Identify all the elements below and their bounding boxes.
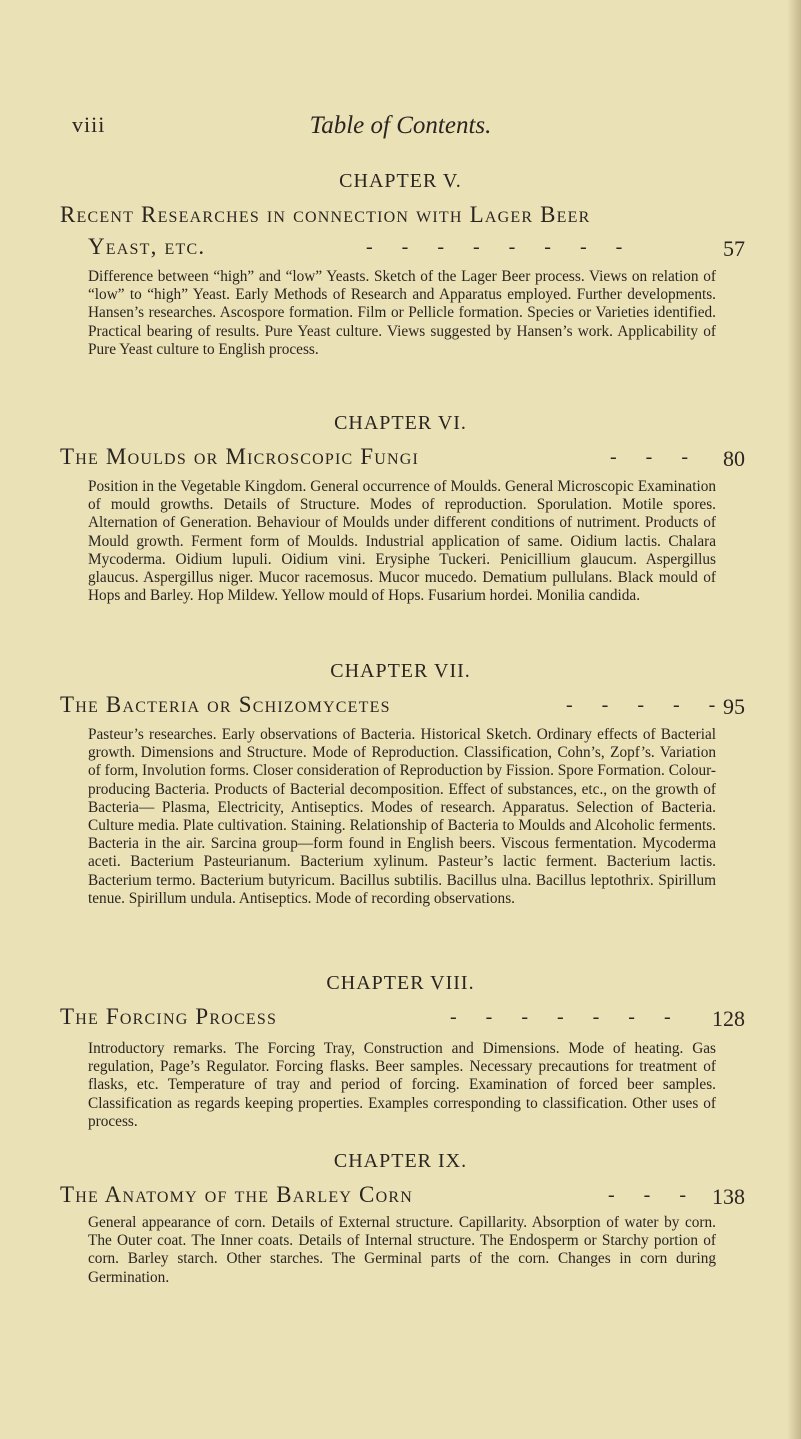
chapter-summary: Difference between “high” and “low” Yeasts. Sketch of the Lager Beer process. Views on relation of “low” to “high” Yeast. Early Methods of Research and Apparatus employed. Further developments. Hansen’s researches. Ascospore formation. Film or Pellicle formation. Species or Varieties identified. Practical bearing of results. Pure Yeast culture. Views suggested by Hansen’s work. Applicability of Pure Yeast culture to English process.	[88, 268, 716, 358]
dot-leaders: - - - - -	[566, 694, 728, 716]
page-edge-shadow	[787, 0, 801, 1439]
chapter-page-number: 80	[723, 446, 745, 471]
running-head	[0, 112, 801, 142]
dot-leaders: - - - - - - - -	[366, 236, 635, 258]
chapter-title-line2: Yeast, etc.	[88, 234, 206, 259]
chapter-title-line1: The Anatomy of the Barley Corn	[60, 1182, 413, 1207]
chapter-title-line1: Recent Researches in connection with Lager Beer	[60, 202, 591, 227]
page-number: viii	[72, 112, 106, 137]
chapter-heading: CHAPTER V.	[339, 170, 462, 192]
dot-leaders: - - -	[610, 446, 700, 468]
chapter-title-line1: The Bacteria or Schizomycetes	[60, 692, 391, 717]
chapter-heading: CHAPTER VII.	[330, 660, 471, 682]
chapter-summary: Position in the Vegetable Kingdom. General occurrence of Moulds. General Microscopic Examination of mould growths. Details of Structure. Modes of reproduction. Sporulation. Motile spores. Alternation of Generation. Behaviour of Moulds under different conditions of nutriment. Products of Mould growth. Ferment form of Moulds. Industrial application of same. Oidium lactis. Chalara Mycoderma. Oidium lupuli. Oidium vini. Erysiphe Tuckeri. Penicillium glaucum. Aspergillus glaucus. Aspergillus niger. Mucor racemosus. Mucor mucedo. Dematium pullulans. Black mould of Hops and Barley. Hop Mildew. Yellow mould of Hops. Fusarium hordei. Monilia candida.	[88, 478, 716, 605]
chapter-page-number: 138	[712, 1184, 745, 1209]
chapter-heading: CHAPTER VI.	[334, 412, 467, 434]
dot-leaders: - - - - - - -	[450, 1006, 683, 1028]
chapter-summary: General appearance of corn. Details of External structure. Capillarity. Absorption of water by corn. The Outer coat. The Inner coats. Details of Internal structure. The Endosperm or Starchy portion of corn. Barley starch. Other starches. The Germinal parts of the corn. Changes in corn during Germination.	[88, 1214, 716, 1286]
running-title: Table of Contents.	[309, 112, 492, 139]
chapter-title-line1: The Moulds or Microscopic Fungi	[60, 444, 420, 469]
chapter-summary: Pasteur’s researches. Early observations of Bacteria. Historical Sketch. Ordinary effects of Bacterial growth. Dimensions and Structure. Mode of Reproduction. Classification, Cohn’s, Zopf’s. Variation of form, Involution forms. Closer consideration of Reproduction by Fission. Spore Formation. Colour-producing Bacteria. Products of Bacterial decomposition. Effect of substances, etc., on the growth of Bacteria— Plasma, Electricity, Antiseptics. Modes of research. Apparatus. Selection of Bacteria. Culture media. Plate cultivation. Staining. Relationship of Bacteria to Moulds and Alcoholic ferments. Bacteria in the air. Sarcina group—form found in English beers. Viscous fermentation. Mycoderma aceti. Bacterium Pasteurianum. Bacterium xylinum. Pasteur’s lactic ferment. Bacterium lactis. Bacterium termo. Bacterium butyricum. Bacillus subtilis. Bacillus ulna. Bacillus leptothrix. Spirillum tenue. Spirillum undula. Antiseptics. Mode of recording observations.	[88, 726, 716, 907]
chapter-page-number: 128	[712, 1006, 745, 1031]
chapter-page-number: 95	[723, 694, 745, 719]
chapter-heading: CHAPTER VIII.	[326, 972, 475, 994]
chapter-page-number: 57	[723, 236, 745, 261]
chapter-title-line1: The Forcing Process	[60, 1004, 278, 1029]
chapter-summary: Introductory remarks. The Forcing Tray, Construction and Dimensions. Mode of heating. Gas regulation, Page’s Regulator. Forcing flasks. Beer samples. Necessary precautions for treatment of flasks, etc. Temperature of tray and period of forcing. Examination of forced beer samples. Classification as regards keeping properties. Examples corresponding to classification. Other uses of process.	[88, 1040, 716, 1130]
dot-leaders: - - -	[608, 1184, 698, 1206]
chapter-heading: CHAPTER IX.	[333, 1150, 468, 1172]
